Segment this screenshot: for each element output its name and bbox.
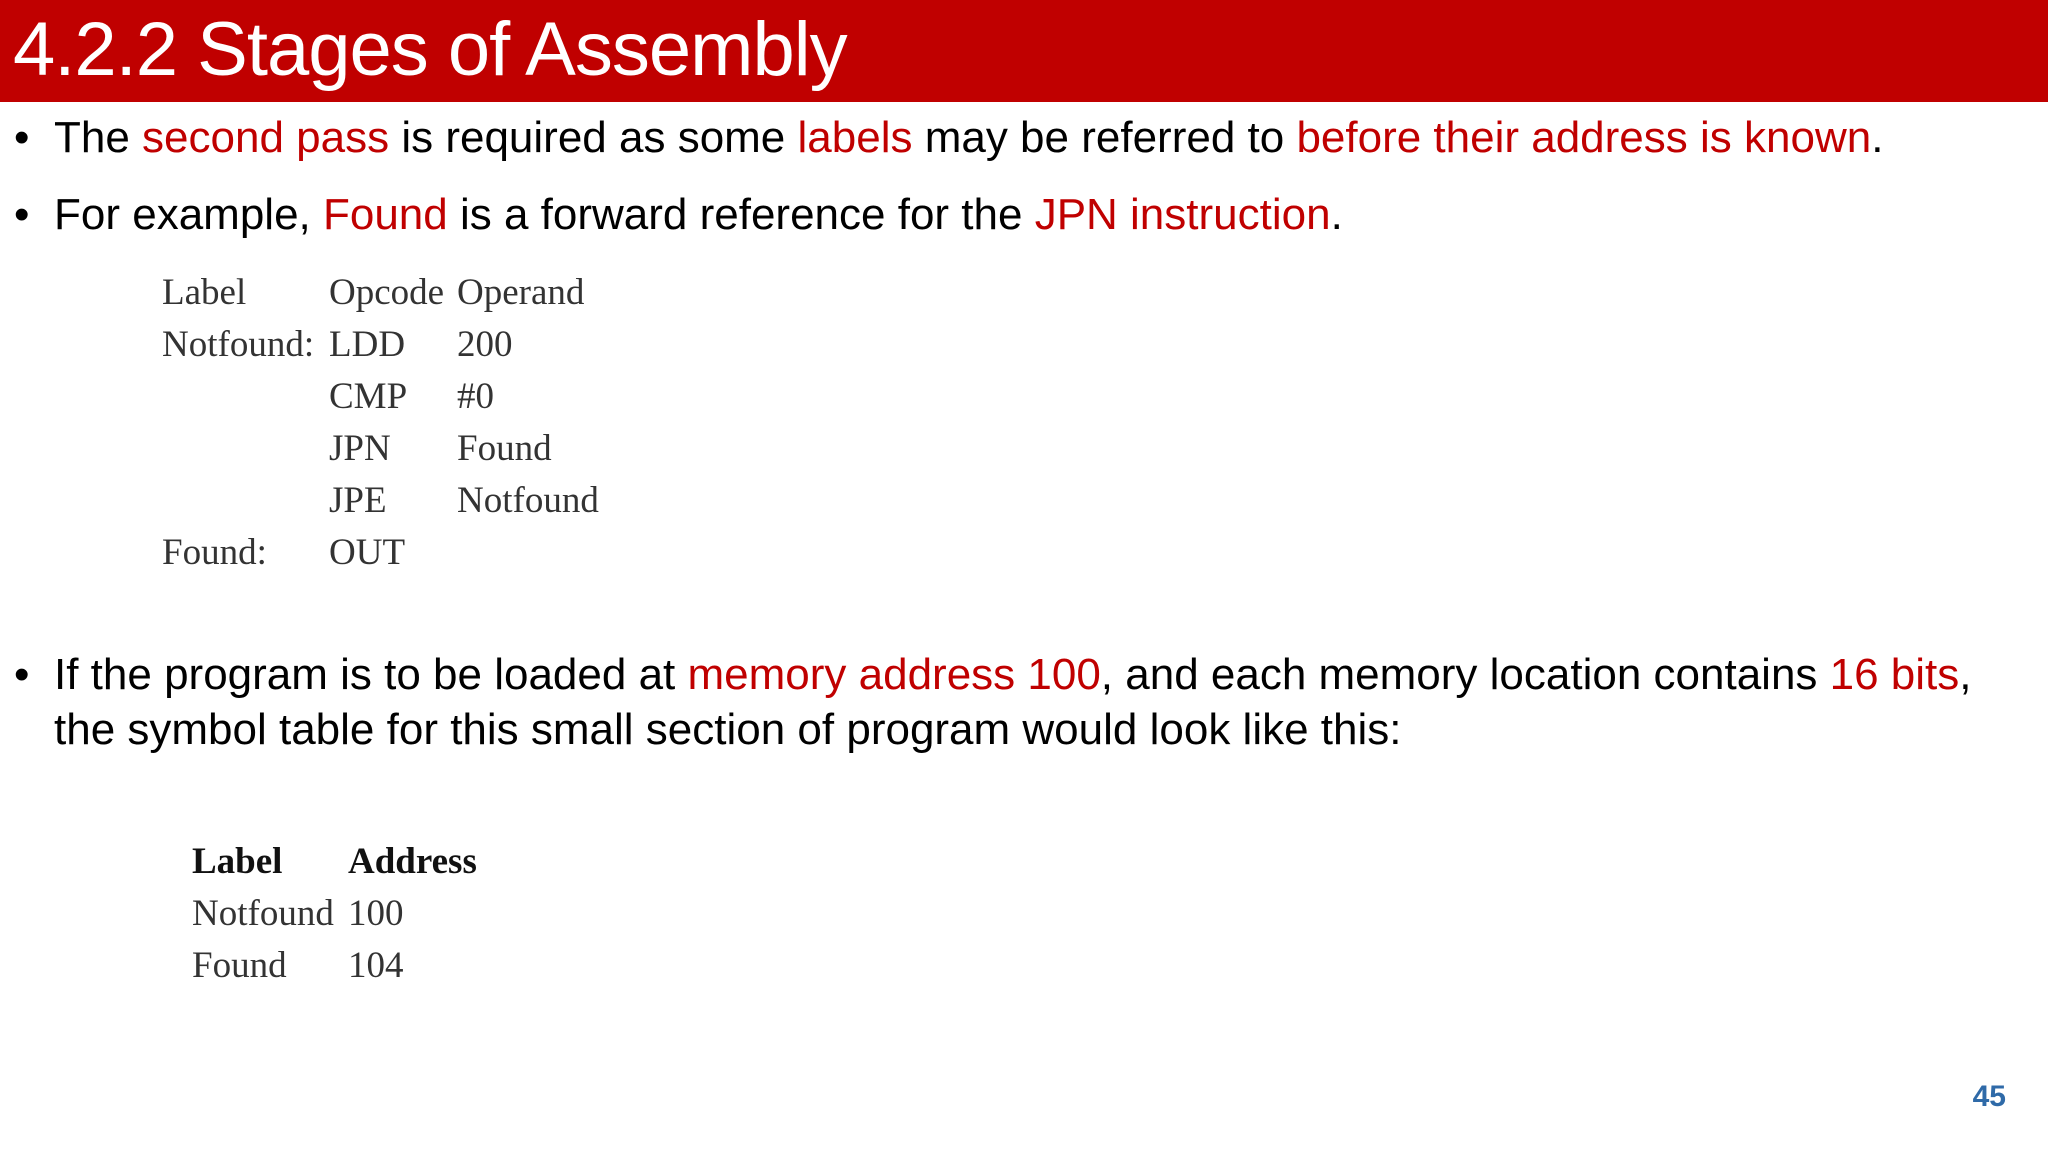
assembly-code-table <box>158 266 605 578</box>
table-row <box>158 422 605 474</box>
highlight-segment: 16 bits <box>1829 650 1960 699</box>
column-header-address: Address <box>348 840 477 882</box>
table-cell: 200 <box>457 323 513 365</box>
bullet-dot: • <box>14 190 30 239</box>
table-cell: Opcode <box>329 271 445 313</box>
text-segment: For example, <box>54 190 323 239</box>
text-segment: . <box>1330 190 1343 239</box>
bullet-dot: • <box>14 113 30 162</box>
bullet-text <box>54 187 2014 242</box>
highlight-segment: JPN instruction <box>1034 190 1331 239</box>
table-cell: OUT <box>329 531 406 573</box>
table-row <box>158 474 605 526</box>
highlight-segment: second pass <box>142 113 390 162</box>
page-number: 45 <box>1972 1080 2006 1113</box>
table-cell: LDD <box>329 323 406 365</box>
highlight-segment: Found <box>322 190 448 239</box>
table-cell: Label <box>162 271 247 313</box>
table-cell: 104 <box>348 944 404 986</box>
table-cell: Operand <box>457 271 585 313</box>
bullet-text <box>54 110 2014 165</box>
table-cell: Notfound <box>192 892 334 934</box>
table-header-row <box>188 835 483 887</box>
highlight-segment: labels <box>797 113 913 162</box>
table-cell <box>158 370 325 422</box>
text-segment: , and each memory location contains <box>1100 650 1830 699</box>
text-segment: If the program is to be loaded at <box>54 650 688 699</box>
table-cell <box>158 422 325 474</box>
text-segment: , the symbol table for this small section of program would look like this: <box>54 650 1972 754</box>
table-cell <box>158 474 325 526</box>
table-cell: 100 <box>348 892 404 934</box>
table-row <box>158 318 605 370</box>
table-cell <box>453 526 605 578</box>
table-cell: JPN <box>329 427 391 469</box>
text-segment: The <box>54 113 143 162</box>
table-row <box>188 887 483 939</box>
highlight-segment: before their address is known <box>1296 113 1872 162</box>
text-segment: . <box>1871 113 1884 162</box>
bullet-dot: • <box>14 650 30 699</box>
table-row <box>158 526 605 578</box>
text-segment: is required as some <box>389 113 798 162</box>
text-segment: may be referred to <box>912 113 1297 162</box>
title-bar <box>0 0 2048 102</box>
table-cell: Found <box>457 427 552 469</box>
table-cell: JPE <box>329 479 387 521</box>
table-row <box>158 370 605 422</box>
symbol-table <box>188 835 483 991</box>
slide-title: 4.2.2 Stages of Assembly <box>13 7 847 92</box>
bullet-text <box>54 647 2014 757</box>
text-segment: is a forward reference for the <box>447 190 1035 239</box>
table-cell: Found <box>192 944 287 986</box>
highlight-segment: memory address 100 <box>687 650 1101 699</box>
table-cell: #0 <box>457 375 494 417</box>
table-cell: Notfound <box>457 479 599 521</box>
table-row <box>188 939 483 991</box>
table-cell: Notfound: <box>162 323 315 365</box>
table-row <box>158 266 605 318</box>
table-cell: Found: <box>162 531 267 573</box>
column-header-label: Label <box>192 840 283 882</box>
table-cell: CMP <box>329 375 408 417</box>
